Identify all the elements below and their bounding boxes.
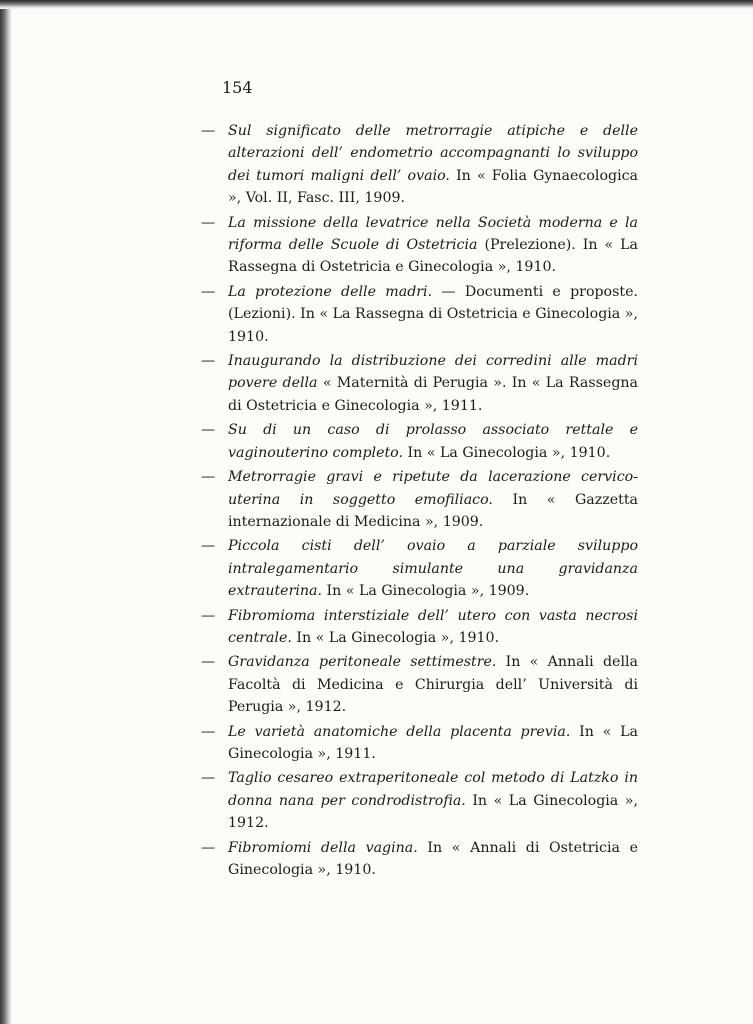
entry-title: La protezione delle madri. [228, 283, 433, 300]
entry-title: Taglio cesareo extraperitoneale col metodo di Latzko in donna nana per condrodistrofia. [228, 770, 638, 809]
page-number: 154 [222, 78, 253, 97]
entry-dash: — [201, 770, 216, 787]
bibliography-entry [198, 419, 638, 464]
entry-citation: « Maternità di Perugia ». In « La Rassegna di Ostetricia e Ginecologia », 1911. [228, 375, 638, 414]
bibliography-list [198, 120, 638, 883]
entry-title: Gravidanza peritoneale settimestre. [228, 654, 497, 671]
entry-citation: — Documenti e proposte. (Lezioni). In « La Rassegna di Ostetricia e Ginecologia », 1910. [228, 283, 638, 345]
entry-citation: (Prelezione). In « La Rassegna di Ostetricia e Ginecologia », 1910. [228, 237, 638, 276]
entry-dash: — [201, 353, 216, 370]
entry-citation: In « La Ginecologia », 1912. [228, 792, 638, 832]
bibliography-entry [198, 212, 638, 279]
entry-title: La missione della levatrice nella Società moderna e la riforma delle Scuole di Ostetricia [228, 214, 638, 254]
entry-dash: — [201, 538, 216, 555]
entry-dash: — [201, 422, 216, 439]
entry-citation: In « Gazzetta internazionale di Medicina », 1909. [228, 491, 638, 530]
entry-dash: — [201, 469, 216, 486]
entry-citation: In « La Ginecologia », 1910. [407, 444, 611, 461]
entry-dash: — [201, 214, 216, 231]
entry-citation: In « La Ginecologia », 1909. [326, 583, 530, 600]
top-edge-shadow [0, 0, 753, 9]
entry-dash: — [201, 839, 216, 856]
entry-title: Sul significato delle metrorragie atipiche e delle alterazioni dell’ endometrio accompagnanti lo sviluppo dei tumori maligni dell’ ovaio. [228, 123, 638, 184]
bibliography-entry [198, 535, 638, 602]
entry-title: Le varietà anatomiche della placenta previa. [228, 723, 571, 740]
bibliography-entry [198, 837, 638, 882]
bibliography-entry [198, 651, 638, 718]
entry-title: Fibromiomi della vagina. [228, 839, 418, 856]
entry-dash: — [201, 723, 216, 740]
entry-citation: In « La Ginecologia », 1910. [296, 629, 500, 646]
bibliography-entry [198, 281, 638, 348]
bibliography-entry [198, 767, 638, 834]
entry-citation: In « Annali di Ostetricia e Ginecologia », 1910. [228, 839, 639, 878]
entry-dash: — [201, 654, 216, 671]
entry-title: Piccola cisti dell’ ovaio a parziale sviluppo intralegamentario simulante una gravidanza extrauterina. [228, 538, 638, 600]
entry-title: Su di un caso di prolasso associato rettale e vaginouterino completo. [228, 422, 638, 461]
bibliography-entry [198, 721, 638, 766]
entry-citation: In « Annali della Facoltà di Medicina e Chirurgia dell’ Università di Perugia », 1912. [228, 654, 638, 716]
entry-citation: In « Folia Gynaecologica », Vol. II, Fasc. III, 1909. [228, 167, 639, 207]
bibliography-entry [198, 605, 638, 650]
entry-title: Metrorragie gravi e ripetute da lacerazione cervico-uterina in soggetto emofiliaco. [228, 469, 638, 508]
entry-citation: In « La Ginecologia », 1911. [228, 723, 638, 762]
binding-shadow [0, 0, 12, 1024]
entry-dash: — [201, 283, 216, 300]
bibliography-entry [198, 466, 638, 533]
bibliography-entry [198, 350, 638, 417]
entry-dash: — [201, 607, 216, 624]
entry-dash: — [201, 123, 216, 139]
bibliography-entry [198, 120, 638, 210]
entry-title: Fibromioma interstiziale dell’ utero con vasta necrosi centrale. [228, 607, 638, 646]
entry-title: Inaugurando la distribuzione dei corredini alle madri povere della [228, 353, 638, 392]
